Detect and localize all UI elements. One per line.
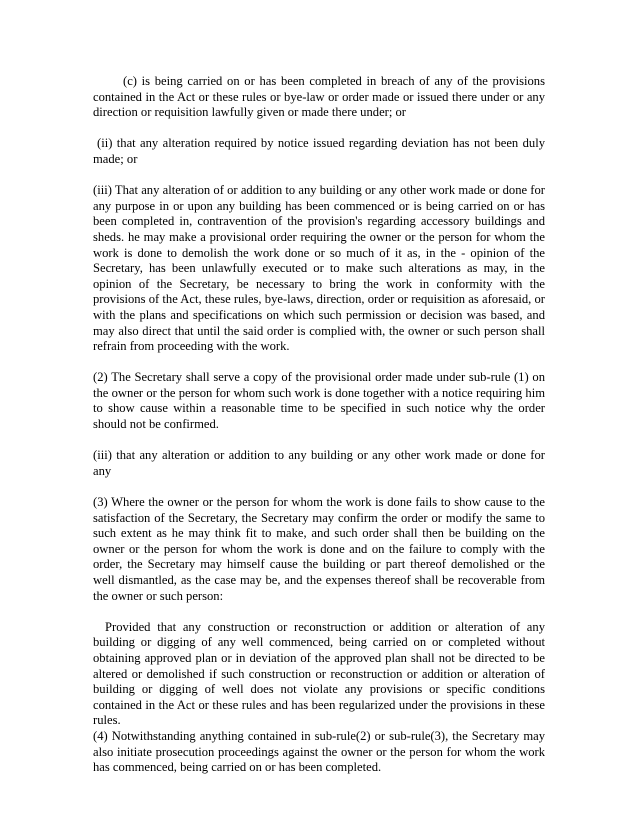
paragraph-clause-c: (c) is being carried on or has been completed in breach of any of the provisions contained in the Act or these rules or bye-law or order made or issued there under or any direction or requisition lawfully given or made there under; or (93, 74, 545, 120)
paragraph-subrule-3: (3) Where the owner or the person for whom the work is done fails to show cause to the satisfaction of the Secretary, the Secretary may confirm the order or modify the same to such extent as he may think fit to make, and such order shall then be building on the owner or the person for whom the work is done and on the failure to comply with the order, the Secretary may himself cause the building or part thereof demolished or the well dismantled, as the case may be, and the expenses thereof shall be recoverable from the owner or such person: (93, 495, 545, 603)
paragraph-clause-ii: (ii) that any alteration required by notice issued regarding deviation has not been duly made; or (93, 136, 545, 166)
document-body (93, 74, 545, 776)
paragraph-clause-iii: (iii) That any alteration of or addition to any building or any other work made or done for any purpose in or upon any building has been commenced or is being carried on or has been completed in, contravention of the provision's regarding accessory buildings and sheds. he may make a provisional order requiring the owner or the person for whom the work is done to demolish the work done or so much of it as, in the - opinion of the Secretary, has been unlawfully executed or to make such alterations as may, in the opinion of the Secretary, be necessary to bring the work in conformity with the provisions of the Act, these rules, bye-laws, direction, order or requisition as aforesaid, or with the plans and specifications on which such permission or decision was based, and may also direct that until the said order is complied with, the owner or such person shall refrain from proceeding with the work. (93, 183, 545, 354)
paragraph-clause-iii-fragment: (iii) that any alteration or addition to any building or any other work made or done for any (93, 448, 545, 478)
paragraph-proviso: Provided that any construction or reconstruction or addition or alteration of any building or digging of any well commenced, being carried on or completed without obtaining approved plan or in deviation of the approved plan shall not be directed to be altered or demolished if such construction or reconstruction or addition or alteration of building or digging of well does not violate any provisions or specific conditions contained in the Act or these rules and has been regularized under the provisions in these rules. (93, 619, 545, 728)
paragraph-subrule-4: (4) Notwithstanding anything contained in sub-rule(2) or sub-rule(3), the Secretary may also initiate prosecution proceedings against the owner or the person for whom the work has commenced, being carried on or has been completed. (93, 728, 545, 775)
paragraph-subrule-2: (2) The Secretary shall serve a copy of the provisional order made under sub-rule (1) on the owner or the person for whom such work is done together with a notice requiring him to show cause within a reasonable time to be specified in such notice why the order should not be confirmed. (93, 370, 545, 432)
